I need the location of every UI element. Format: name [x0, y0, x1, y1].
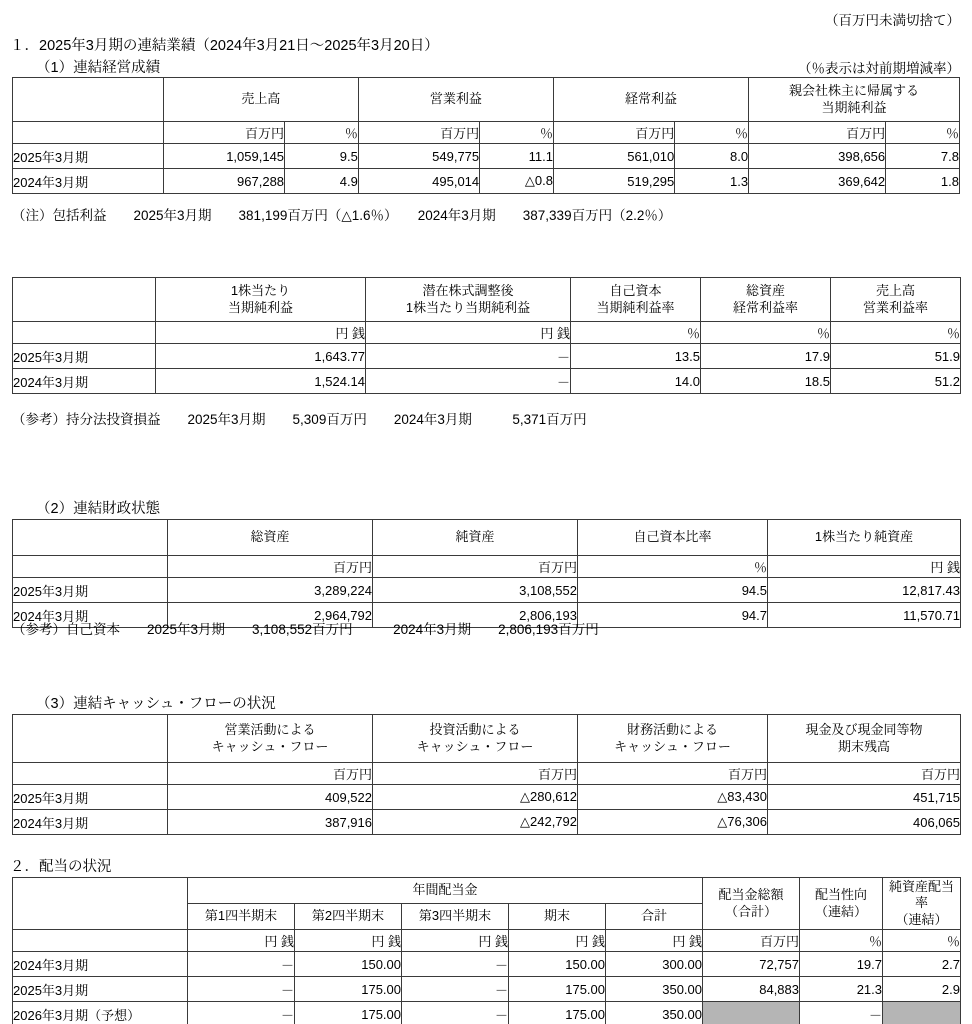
unit-ordinary-percent: ％: [675, 122, 749, 144]
row-label-fy2024: 2024年3月期: [13, 952, 188, 977]
header-eps-line1: 1株当たり: [230, 283, 291, 299]
header-operating-cashflow-line1: 営業活動による: [224, 722, 316, 738]
unit-sales-percent: ％: [285, 122, 359, 144]
unit-bps-yen-sen: 円 銭: [768, 556, 961, 578]
cell-roa-fy2025: 17.9: [701, 344, 831, 369]
row-label-fy2025: 2025年3月期: [13, 344, 156, 369]
header-operating-margin-line1: 売上高: [875, 283, 915, 299]
header-cash-end-line1: 現金及び現金同等物: [805, 722, 923, 738]
table-row: [13, 169, 960, 194]
cell-opmargin-fy2025: 51.9: [831, 344, 961, 369]
cell-diluted-fy2024: －: [366, 369, 571, 394]
header-equity-ratio: 自己資本比率: [578, 520, 768, 556]
cell-q1-fy2025: －: [188, 977, 295, 1002]
corner-cell: [13, 278, 156, 322]
header-net-income: [749, 78, 960, 122]
cell-total-fy2025: 350.00: [606, 977, 703, 1002]
cell-doe-fy2024: 2.7: [883, 952, 961, 977]
header-dividend-total: 合計: [606, 904, 703, 930]
cell-payout-fy2024: 19.7: [800, 952, 883, 977]
unit-equity-ratio-percent: ％: [578, 556, 768, 578]
corner-cell: [13, 878, 188, 930]
unit-cash-end-million: 百万円: [768, 763, 961, 785]
header-net-assets: 純資産: [373, 520, 578, 556]
section1-sub2-heading: （2）連結財政状態: [36, 501, 161, 517]
unit-row-label-cell: [13, 763, 168, 785]
row-label-fy2024: 2024年3月期: [13, 603, 168, 628]
row-label-fy2026-forecast: 2026年3月期（予想）: [13, 1002, 188, 1024]
cell-investing-cf-fy2025: △280,612: [373, 785, 578, 810]
cell-equity-ratio-fy2024: 94.7: [578, 603, 768, 628]
cell-operating-fy2025: 549,775: [358, 144, 479, 169]
unit-netincome-million: 百万円: [749, 122, 886, 144]
unit-total-amount-million: 百万円: [703, 930, 800, 952]
row-label-fy2025: 2025年3月期: [13, 785, 168, 810]
header-net-income-line2: 当期純利益: [821, 99, 887, 115]
table-per-share-ratios: [12, 277, 961, 394]
cell-sales-fy2025: 1,059,145: [163, 144, 284, 169]
table-unit-row: [13, 763, 961, 785]
table-unit-row: [13, 122, 960, 144]
cell-bps-fy2025: 12,817.43: [768, 578, 961, 603]
header-roa-line1: 総資産: [745, 283, 785, 299]
table-header-row: [13, 715, 961, 763]
header-payout-ratio-line2: （連結）: [814, 903, 867, 919]
header-dividend-on-equity-line2: （連結）: [895, 911, 948, 927]
table-dividends: [12, 877, 961, 1024]
cell-investing-cf-fy2024: △242,792: [373, 810, 578, 835]
header-financing-cashflow: [578, 715, 768, 763]
corner-cell: [13, 78, 164, 122]
header-q2-end: 第2四半期末: [295, 904, 402, 930]
header-roe: [571, 278, 701, 322]
header-diluted-eps-line1: 潜在株式調整後: [422, 283, 514, 299]
note-comprehensive-income: （注）包括利益 2025年3月期 381,199百万円（△1.6％） 2024年3月期 387,339百万円（2.2％）: [12, 208, 672, 223]
header-roe-line2: 当期純利益率: [596, 299, 675, 315]
table-financial-position: [12, 519, 961, 628]
cell-roe-fy2025: 13.5: [571, 344, 701, 369]
unit-row-label-cell: [13, 122, 164, 144]
header-dividend-on-equity-line1: 純資産配当率: [888, 879, 954, 911]
cell-q3-fy2026: －: [402, 1002, 509, 1024]
section1-heading: １．2025年3月期の連結業績（2024年3月21日～2025年3月20日）: [10, 38, 439, 54]
cell-operating-cf-fy2024: 387,916: [168, 810, 373, 835]
unit-opmargin-percent: ％: [831, 322, 961, 344]
table-unit-row: [13, 930, 961, 952]
row-label-fy2025: 2025年3月期: [13, 977, 188, 1002]
table-row: [13, 952, 961, 977]
cell-yearend-fy2025: 175.00: [509, 977, 606, 1002]
cell-financing-cf-fy2025: △83,430: [578, 785, 768, 810]
unit-row-label-cell: [13, 930, 188, 952]
cell-equity-ratio-fy2025: 94.5: [578, 578, 768, 603]
unit-sales-million: 百万円: [163, 122, 284, 144]
cell-q3-fy2025: －: [402, 977, 509, 1002]
cell-yearend-fy2024: 150.00: [509, 952, 606, 977]
corner-cell: [13, 520, 168, 556]
corner-cell: [13, 715, 168, 763]
header-operating-margin: [831, 278, 961, 322]
table-row: [13, 810, 961, 835]
row-label-fy2024: 2024年3月期: [13, 169, 164, 194]
cell-total-amount-fy2024: 72,757: [703, 952, 800, 977]
unit-yearend-yen-sen: 円 銭: [509, 930, 606, 952]
table-unit-row: [13, 322, 961, 344]
cell-netincome-fy2025: 398,656: [749, 144, 886, 169]
cell-total-fy2026: 350.00: [606, 1002, 703, 1024]
rounding-note: （百万円未満切捨て）: [825, 13, 960, 28]
unit-roa-percent: ％: [701, 322, 831, 344]
unit-q3-yen-sen: 円 銭: [402, 930, 509, 952]
unit-total-yen-sen: 円 銭: [606, 930, 703, 952]
unit-q2-yen-sen: 円 銭: [295, 930, 402, 952]
cell-q2-fy2024: 150.00: [295, 952, 402, 977]
table-cash-flows: [12, 714, 961, 835]
cell-eps-fy2024: 1,524.14: [156, 369, 366, 394]
table-row: [13, 369, 961, 394]
header-dividend-on-equity: [883, 878, 961, 930]
unit-row-label-cell: [13, 556, 168, 578]
header-bps: 1株当たり純資産: [768, 520, 961, 556]
header-operating-cashflow: [168, 715, 373, 763]
cell-roa-fy2024: 18.5: [701, 369, 831, 394]
percent-note: （％表示は対前期増減率）: [798, 61, 960, 76]
cell-roe-fy2024: 14.0: [571, 369, 701, 394]
header-payout-ratio: [800, 878, 883, 930]
header-eps-line2: 当期純利益: [227, 299, 293, 315]
cell-q3-fy2024: －: [402, 952, 509, 977]
header-total-assets: 総資産: [168, 520, 373, 556]
cell-sales-pct-fy2024: 4.9: [285, 169, 359, 194]
cell-payout-fy2025: 21.3: [800, 977, 883, 1002]
header-operating-cashflow-line2: キャッシュ・フロー: [211, 738, 329, 754]
cell-ordinary-fy2025: 561,010: [553, 144, 674, 169]
table-row: [13, 977, 961, 1002]
note-equity-method-investment: （参考）持分法投資損益 2025年3月期 5,309百万円 2024年3月期 5,371百万円: [12, 412, 587, 427]
cell-q1-fy2026: －: [188, 1002, 295, 1024]
cell-operating-fy2024: 495,014: [358, 169, 479, 194]
header-investing-cashflow-line2: キャッシュ・フロー: [416, 738, 534, 754]
section1-sub1-heading: （1）連結経営成績: [36, 60, 161, 76]
cell-operating-pct-fy2025: 11.1: [480, 144, 554, 169]
cell-operating-pct-fy2024: △0.8: [480, 169, 554, 194]
header-payout-ratio-line1: 配当性向: [814, 887, 867, 903]
header-total-dividend-amount: [703, 878, 800, 930]
unit-operating-percent: ％: [480, 122, 554, 144]
header-net-income-line1: 親会社株主に帰属する: [789, 83, 920, 99]
header-total-dividend-amount-line2: （合計）: [724, 903, 777, 919]
header-sales: 売上高: [163, 78, 358, 122]
table-header-row: [13, 520, 961, 556]
header-operating-margin-line2: 営業利益率: [862, 299, 928, 315]
header-financing-cashflow-line2: キャッシュ・フロー: [614, 738, 731, 754]
cell-total-fy2024: 300.00: [606, 952, 703, 977]
cell-eps-fy2025: 1,643.77: [156, 344, 366, 369]
unit-operating-million: 百万円: [358, 122, 479, 144]
table-row: [13, 344, 961, 369]
unit-netincome-percent: ％: [886, 122, 960, 144]
section2-heading: ２．配当の状況: [10, 859, 112, 875]
header-annual-dividend: 年間配当金: [188, 878, 703, 904]
header-operating-income: 営業利益: [358, 78, 553, 122]
cell-q2-fy2025: 175.00: [295, 977, 402, 1002]
unit-ordinary-million: 百万円: [553, 122, 674, 144]
cell-yearend-fy2026: 175.00: [509, 1002, 606, 1024]
unit-net-assets-million: 百万円: [373, 556, 578, 578]
cell-financing-cf-fy2024: △76,306: [578, 810, 768, 835]
cell-diluted-fy2025: －: [366, 344, 571, 369]
header-roa: [701, 278, 831, 322]
unit-total-assets-million: 百万円: [168, 556, 373, 578]
table-header-row: [13, 78, 960, 122]
header-q1-end: 第1四半期末: [188, 904, 295, 930]
row-label-fy2025: 2025年3月期: [13, 144, 164, 169]
cell-q1-fy2024: －: [188, 952, 295, 977]
header-year-end: 期末: [509, 904, 606, 930]
cell-cash-end-fy2025: 451,715: [768, 785, 961, 810]
table-row: [13, 578, 961, 603]
cell-net-assets-fy2024: 2,806,193: [373, 603, 578, 628]
table-consolidated-results: [12, 77, 960, 194]
cell-total-amount-fy2025: 84,883: [703, 977, 800, 1002]
unit-operating-cf-million: 百万円: [168, 763, 373, 785]
unit-diluted-yen-sen: 円 銭: [366, 322, 571, 344]
cell-operating-cf-fy2025: 409,522: [168, 785, 373, 810]
section1-sub3-heading: （3）連結キャッシュ・フローの状況: [36, 696, 276, 712]
header-financing-cashflow-line1: 財務活動による: [626, 722, 718, 738]
row-label-fy2024: 2024年3月期: [13, 810, 168, 835]
unit-investing-cf-million: 百万円: [373, 763, 578, 785]
cell-sales-fy2024: 967,288: [163, 169, 284, 194]
unit-payout-percent: ％: [800, 930, 883, 952]
header-cash-end-line2: 期末残高: [837, 738, 890, 754]
cell-cash-end-fy2024: 406,065: [768, 810, 961, 835]
cell-net-assets-fy2025: 3,108,552: [373, 578, 578, 603]
header-investing-cashflow-line1: 投資活動による: [429, 722, 521, 738]
row-label-fy2025: 2025年3月期: [13, 578, 168, 603]
cell-ordinary-pct-fy2024: 1.3: [675, 169, 749, 194]
cell-total-assets-fy2024: 2,964,792: [168, 603, 373, 628]
table-unit-row: [13, 556, 961, 578]
cell-q2-fy2026: 175.00: [295, 1002, 402, 1024]
cell-total-assets-fy2025: 3,289,224: [168, 578, 373, 603]
header-ordinary-income: 経常利益: [553, 78, 748, 122]
cell-payout-fy2026: －: [800, 1002, 883, 1024]
cell-doe-fy2025: 2.9: [883, 977, 961, 1002]
cell-netincome-pct-fy2025: 7.8: [886, 144, 960, 169]
cell-sales-pct-fy2025: 9.5: [285, 144, 359, 169]
header-roa-line2: 経常利益率: [732, 299, 798, 315]
table-row: [13, 785, 961, 810]
unit-row-label-cell: [13, 322, 156, 344]
cell-netincome-pct-fy2024: 1.8: [886, 169, 960, 194]
header-cash-end-of-period: [768, 715, 961, 763]
header-total-dividend-amount-line1: 配当金総額: [718, 887, 784, 903]
header-investing-cashflow: [373, 715, 578, 763]
cell-ordinary-pct-fy2025: 8.0: [675, 144, 749, 169]
cell-opmargin-fy2024: 51.2: [831, 369, 961, 394]
cell-ordinary-fy2024: 519,295: [553, 169, 674, 194]
unit-financing-cf-million: 百万円: [578, 763, 768, 785]
row-label-fy2024: 2024年3月期: [13, 369, 156, 394]
table-row: [13, 144, 960, 169]
header-q3-end: 第3四半期末: [402, 904, 509, 930]
header-eps: [156, 278, 366, 322]
cell-bps-fy2024: 11,570.71: [768, 603, 961, 628]
header-roe-line1: 自己資本: [609, 283, 662, 299]
unit-eps-yen-sen: 円 銭: [156, 322, 366, 344]
unit-doe-percent: ％: [883, 930, 961, 952]
unit-roe-percent: ％: [571, 322, 701, 344]
header-diluted-eps: [366, 278, 571, 322]
cell-doe-fy2026-shaded: [883, 1002, 961, 1024]
table-row-forecast: [13, 1002, 961, 1024]
note-shareholders-equity: （参考）自己資本 2025年3月期 3,108,552百万円 2024年3月期 2,806,193百万円: [12, 622, 599, 637]
unit-q1-yen-sen: 円 銭: [188, 930, 295, 952]
cell-netincome-fy2024: 369,642: [749, 169, 886, 194]
cell-total-amount-fy2026-shaded: [703, 1002, 800, 1024]
table-header-row-group: [13, 878, 961, 904]
header-diluted-eps-line2: 1株当たり当期純利益: [405, 299, 531, 315]
table-header-row: [13, 278, 961, 322]
